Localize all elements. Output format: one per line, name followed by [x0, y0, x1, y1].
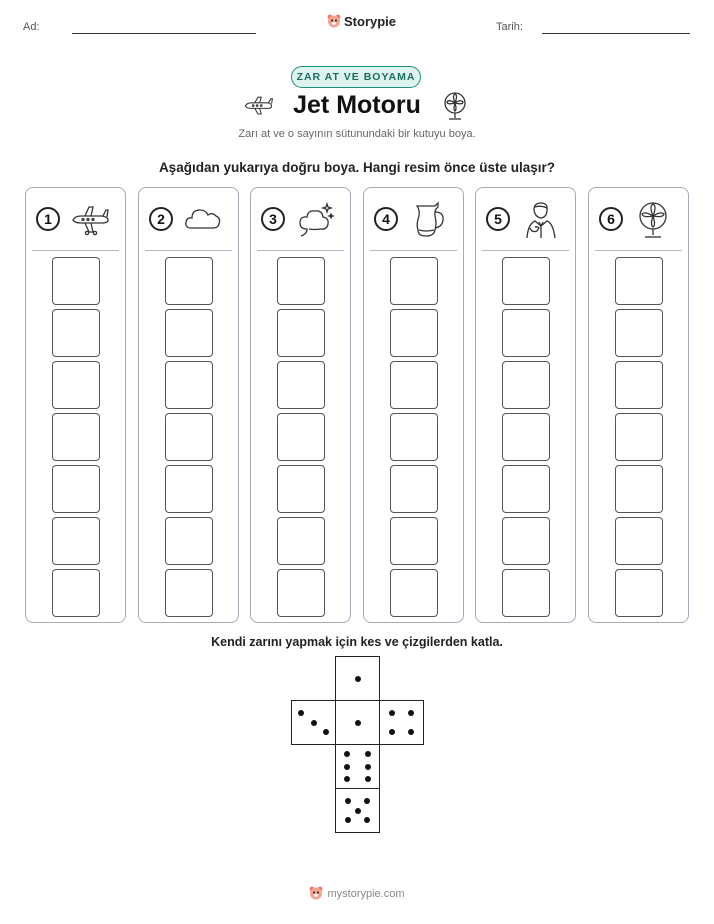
coloring-box[interactable]: [615, 569, 663, 617]
brand-name: Storypie: [344, 14, 397, 29]
storypie-mascot-icon: [327, 14, 341, 29]
coloring-box[interactable]: [615, 413, 663, 461]
dice-pip: [408, 729, 414, 735]
coloring-box[interactable]: [165, 309, 213, 357]
column-divider: [370, 250, 457, 251]
column-divider: [257, 250, 344, 251]
column-number: 1: [36, 207, 60, 231]
dice-pip: [345, 798, 351, 804]
dice-pip: [345, 817, 351, 823]
coloring-box[interactable]: [277, 361, 325, 409]
dice-pip: [344, 751, 350, 757]
page-title: Jet Motoru: [293, 91, 421, 119]
coloring-box[interactable]: [390, 517, 438, 565]
column-header: [139, 188, 238, 250]
coloring-box[interactable]: [52, 309, 100, 357]
coloring-box[interactable]: [390, 361, 438, 409]
coloring-box[interactable]: [277, 569, 325, 617]
coloring-box[interactable]: [165, 361, 213, 409]
coloring-box[interactable]: [165, 465, 213, 513]
column-divider: [145, 250, 232, 251]
name-line: [72, 33, 256, 34]
column-header: [364, 188, 463, 250]
name-label: Ad:: [23, 21, 40, 33]
coloring-box[interactable]: [52, 465, 100, 513]
dice-pip: [364, 817, 370, 823]
steam-puff-icon: [295, 200, 335, 240]
coloring-box[interactable]: [52, 257, 100, 305]
fan-icon: [633, 200, 673, 240]
airplane-icon: [70, 200, 110, 240]
coloring-box[interactable]: [502, 361, 550, 409]
dice-pip: [344, 776, 350, 782]
coloring-box[interactable]: [502, 257, 550, 305]
column-5: [475, 187, 576, 623]
coloring-box[interactable]: [277, 257, 325, 305]
coloring-box[interactable]: [165, 517, 213, 565]
coloring-box[interactable]: [615, 517, 663, 565]
dice-face-4: [379, 700, 424, 745]
date-line: [542, 33, 690, 34]
column-6: [588, 187, 689, 623]
column-number: 2: [149, 207, 173, 231]
dice-pip: [389, 729, 395, 735]
coloring-instruction: Aşağıdan yukarıya doğru boya. Hangi resim önce üste ulaşır?: [158, 160, 556, 175]
coloring-box[interactable]: [615, 257, 663, 305]
dice-pip: [365, 751, 371, 757]
column-divider: [32, 250, 119, 251]
column-4: [363, 187, 464, 623]
coloring-box[interactable]: [52, 569, 100, 617]
coloring-box[interactable]: [502, 517, 550, 565]
coloring-box[interactable]: [165, 413, 213, 461]
coloring-box[interactable]: [502, 309, 550, 357]
dice-pip: [355, 808, 361, 814]
column-2: [138, 187, 239, 623]
dice-face-6: [335, 744, 380, 789]
coloring-box[interactable]: [277, 413, 325, 461]
coloring-box[interactable]: [390, 413, 438, 461]
column-header: [251, 188, 350, 250]
coloring-box[interactable]: [390, 257, 438, 305]
dice-face-5: [335, 788, 380, 833]
coloring-box[interactable]: [615, 361, 663, 409]
cloud-icon: [183, 200, 223, 240]
coloring-box[interactable]: [165, 257, 213, 305]
dice-pip: [408, 710, 414, 716]
column-divider: [595, 250, 682, 251]
dice-pip: [365, 764, 371, 770]
column-divider: [482, 250, 569, 251]
storypie-mascot-icon: [309, 886, 323, 901]
coloring-box[interactable]: [52, 413, 100, 461]
activity-tag: ZAR AT VE BOYAMA: [291, 66, 421, 88]
dice-instruction: Kendi zarını yapmak için kes ve çizgilerden katla.: [211, 635, 503, 649]
footer-site: mystorypie.com: [327, 887, 405, 900]
brand-logo: [327, 14, 396, 29]
coloring-box[interactable]: [52, 517, 100, 565]
coloring-box[interactable]: [390, 569, 438, 617]
coloring-box[interactable]: [277, 465, 325, 513]
column-header: [26, 188, 125, 250]
man-in-suit-icon: [520, 200, 560, 240]
dice-pip: [355, 676, 361, 682]
title-fan-icon: [442, 91, 468, 121]
footer: [0, 886, 714, 901]
dice-face-1: [335, 656, 380, 701]
dice-pip: [298, 710, 304, 716]
coloring-box[interactable]: [277, 309, 325, 357]
dice-face-1: [335, 700, 380, 745]
coloring-box[interactable]: [502, 413, 550, 461]
coloring-box[interactable]: [390, 465, 438, 513]
dice-pip: [365, 776, 371, 782]
dice-pip: [364, 798, 370, 804]
dice-pip: [355, 720, 361, 726]
coloring-box[interactable]: [502, 465, 550, 513]
dice-pip: [323, 729, 329, 735]
coloring-box[interactable]: [277, 517, 325, 565]
column-number: 3: [261, 207, 285, 231]
column-header: [589, 188, 688, 250]
coloring-box[interactable]: [390, 309, 438, 357]
coloring-box[interactable]: [615, 309, 663, 357]
dice-pip: [344, 764, 350, 770]
column-number: 6: [599, 207, 623, 231]
dice-pip: [311, 720, 317, 726]
dice-face-3: [291, 700, 336, 745]
column-3: [250, 187, 351, 623]
dice-pip: [389, 710, 395, 716]
page-subtitle: Zarı at ve o sayının sütunundaki bir kutuyu boya.: [238, 128, 476, 140]
date-label: Tarih:: [496, 21, 523, 33]
coloring-box[interactable]: [165, 569, 213, 617]
coloring-box[interactable]: [52, 361, 100, 409]
column-number: 5: [486, 207, 510, 231]
pitcher-icon: [408, 200, 448, 240]
column-number: 4: [374, 207, 398, 231]
coloring-box[interactable]: [502, 569, 550, 617]
column-1: [25, 187, 126, 623]
coloring-box[interactable]: [615, 465, 663, 513]
column-header: [476, 188, 575, 250]
